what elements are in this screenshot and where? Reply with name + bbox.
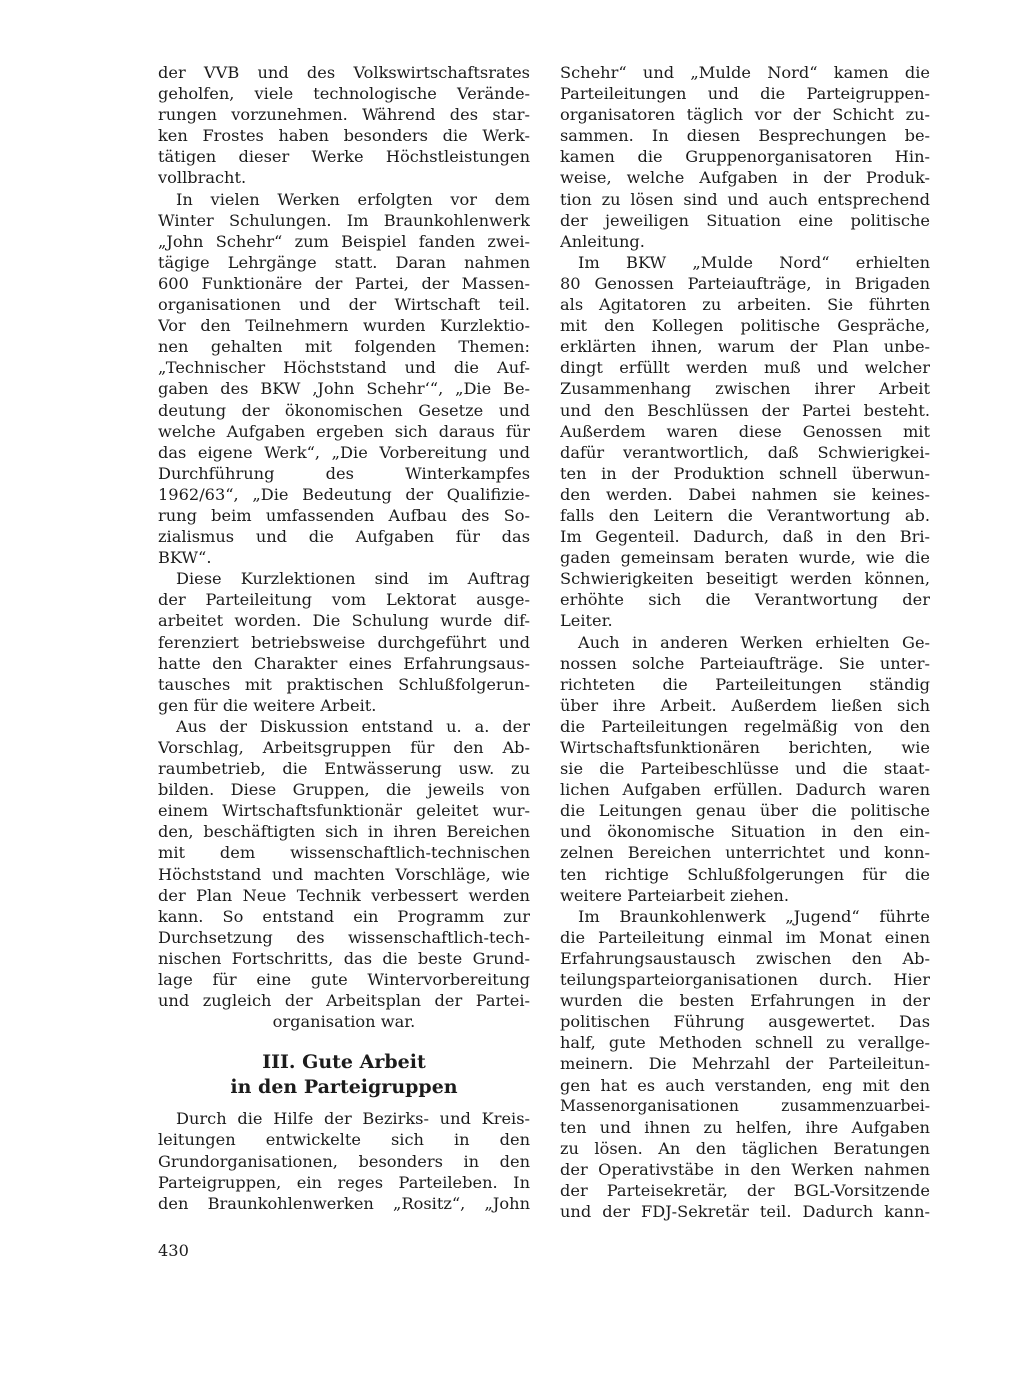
text-line: und zugleich der Arbeitsplan der Partei- xyxy=(158,991,530,1011)
text-line: den werden. Dabei nahmen sie keines- xyxy=(560,484,930,504)
text-line: organisation war. xyxy=(272,1012,416,1032)
text-line: der Parteileitung vom Lektorat ausge- xyxy=(158,590,530,610)
text-line: organisatoren täglich vor der Schicht zu- xyxy=(560,105,930,125)
text-line: lichen Aufgaben erfüllen. Dadurch waren xyxy=(560,780,930,800)
text-line: sammen. In diesen Besprechungen be- xyxy=(560,126,930,146)
text-line: weitere Parteiarbeit ziehen. xyxy=(560,885,789,905)
text-line: gen für die weitere Arbeit. xyxy=(158,695,377,715)
text-line: BKW“. xyxy=(158,548,212,568)
text-line: geholfen, viele technologische Verände- xyxy=(158,84,530,104)
paragraph xyxy=(560,906,930,1222)
text-line: den, beschäftigten sich in ihren Bereichen xyxy=(158,822,530,842)
text-line: Außerdem waren diese Genossen mit xyxy=(560,421,930,441)
text-line: organisationen und der Wirtschaft teil. xyxy=(158,295,530,315)
text-line: Leiter. xyxy=(560,611,613,631)
text-line: welche Aufgaben ergeben sich daraus für xyxy=(158,421,530,441)
paragraph xyxy=(560,632,930,906)
text-line: meinern. Die Mehrzahl der Parteileitun- xyxy=(560,1054,930,1074)
text-line: erhöhte sich die Verantwortung der xyxy=(560,590,930,610)
text-line: den Braunkohlenwerken „Rositz“, „John xyxy=(158,1193,530,1213)
text-line: dafür verantwortlich, daß Schwierigkei- xyxy=(560,442,930,462)
text-line: und den Beschlüssen der Partei besteht. xyxy=(560,400,930,420)
text-line: die Leitungen genau über die politische xyxy=(560,801,930,821)
text-line: 1962/63“, „Die Bedeutung der Qualifizie- xyxy=(158,484,530,504)
text-line: als Agitatoren zu arbeiten. Sie führten xyxy=(560,295,930,315)
text-line: nen gehalten mit folgenden Themen: xyxy=(158,337,530,357)
text-line: ferenziert betriebsweise durchgeführt und xyxy=(158,632,530,652)
text-line: Erfahrungsaustausch zwischen den Ab- xyxy=(560,948,930,968)
text-line: und ökonomische Situation in den ein- xyxy=(560,822,930,842)
text-line: über ihre Arbeit. Außerdem ließen sich xyxy=(560,695,930,715)
text-line: kann. So entstand ein Programm zur xyxy=(158,906,530,926)
text-line: Im BKW „Mulde Nord“ erhielten xyxy=(578,252,930,272)
text-line: und der FDJ-Sekretär teil. Dadurch kann- xyxy=(560,1202,930,1222)
text-line: Parteileitungen und die Parteigruppen- xyxy=(560,84,930,104)
text-line: Massenorganisationen zusammenzuarbei- xyxy=(560,1096,930,1115)
text-line: die Parteileitungen regelmäßig von den xyxy=(560,716,930,736)
text-line: zialismus und die Aufgaben für das xyxy=(158,527,530,547)
text-line: bilden. Diese Gruppen, die jeweils von xyxy=(158,780,530,800)
text-line: ten richtige Schlußfolgerungen für die xyxy=(560,864,930,884)
text-line: nischen Fortschritts, das die beste Grund- xyxy=(158,948,530,968)
text-line: der Plan Neue Technik verbessert werden xyxy=(158,885,530,905)
paragraph xyxy=(158,62,530,189)
text-line: einem Wirtschaftsfunktionär geleitet wur- xyxy=(158,801,530,821)
text-line: richteten die Parteileitungen ständig xyxy=(560,674,930,694)
text-line: tägige Lehrgänge statt. Daran nahmen xyxy=(158,252,530,272)
text-line: Im Gegenteil. Dadurch, daß in den Bri- xyxy=(560,527,930,547)
text-line: „Technischer Höchststand und die Auf- xyxy=(158,358,530,378)
text-line: rung beim umfassenden Aufbau des So- xyxy=(158,505,530,525)
text-line: Diese Kurzlektionen sind im Auftrag xyxy=(176,569,530,589)
text-line: 80 Genossen Parteiaufträge, in Brigaden xyxy=(560,273,930,293)
text-line: Aus der Diskussion entstand u. a. der xyxy=(176,716,530,736)
text-line: erklärten ihnen, warum der Plan unbe- xyxy=(560,337,930,357)
text-line: kamen die Gruppenorganisatoren Hin- xyxy=(560,147,930,167)
text-line: „John Schehr“ zum Beispiel fanden zwei- xyxy=(158,231,530,251)
text-line: ten und ihnen zu helfen, ihre Aufgaben xyxy=(560,1117,930,1137)
text-line: Höchststand und machten Vorschläge, wie xyxy=(158,864,530,884)
text-line: zelnen Bereichen unterrichtet und konn- xyxy=(560,843,930,863)
text-line: mit den Kollegen politische Gespräche, xyxy=(560,316,930,336)
text-line: der Operativstäbe in den Werken nahmen xyxy=(560,1159,930,1179)
heading-line: III. Gute Arbeit xyxy=(262,1051,426,1074)
text-line: falls den Leitern die Verantwortung ab. xyxy=(560,505,930,525)
text-line: arbeitet worden. Die Schulung wurde dif- xyxy=(158,611,530,631)
text-line: gaben des BKW ‚John Schehr‘“, „Die Be- xyxy=(158,379,530,399)
paragraph xyxy=(158,568,530,716)
text-line: die Parteileitung einmal im Monat einen xyxy=(560,927,930,947)
text-line: Vor den Teilnehmern wurden Kurzlektio- xyxy=(158,316,530,336)
text-line: In vielen Werken erfolgten vor dem xyxy=(176,189,530,209)
text-line: Auch in anderen Werken erhielten Ge- xyxy=(578,632,930,652)
text-line: gaden gemeinsam beraten wurde, wie die xyxy=(560,548,930,568)
text-line: ken Frostes haben besonders die Werk- xyxy=(158,126,530,146)
text-line: tion zu lösen sind und auch entsprechend xyxy=(560,189,930,209)
text-line: Zusammenhang zwischen ihrer Arbeit xyxy=(560,379,930,399)
text-line: Wirtschaftsfunktionären berichten, wie xyxy=(560,738,930,757)
right-column xyxy=(560,62,930,1222)
text-line: 600 Funktionäre der Partei, der Massen- xyxy=(158,273,530,293)
text-line: lage für eine gute Wintervorbereitung xyxy=(158,970,530,990)
text-line: Durch die Hilfe der Bezirks- und Kreis- xyxy=(176,1109,530,1129)
section-heading xyxy=(158,1050,530,1100)
text-line: der Parteisekretär, der BGL-Vorsitzende xyxy=(560,1180,930,1200)
text-line: Vorschlag, Arbeitsgruppen für den Ab- xyxy=(158,738,530,757)
text-line: politischen Führung ausgewertet. Das xyxy=(560,1012,930,1032)
text-line: gen hat es auch verstanden, eng mit den xyxy=(560,1075,930,1095)
text-line: tätigen dieser Werke Höchstleistungen xyxy=(158,147,530,167)
text-line: mit dem wissenschaftlich-technischen xyxy=(158,843,530,863)
text-line: zu lösen. An den täglichen Beratungen xyxy=(560,1138,930,1158)
text-line: leitungen entwickelte sich in den xyxy=(158,1130,530,1150)
text-line: wurden die besten Erfahrungen in der xyxy=(560,991,930,1011)
text-line: Schwierigkeiten beseitigt werden können, xyxy=(560,569,930,589)
paragraph xyxy=(560,62,930,252)
text-line: sie die Parteibeschlüsse und die staat- xyxy=(560,759,930,779)
text-line: Im Braunkohlenwerk „Jugend“ führte xyxy=(578,906,930,926)
text-line: Durchführung des Winterkampfes xyxy=(158,463,530,483)
text-line: tausches mit praktischen Schlußfolgerun- xyxy=(158,674,530,694)
left-column xyxy=(158,62,530,1214)
text-line: der jeweiligen Situation eine politische xyxy=(560,210,930,230)
text-line: das eigene Werk“, „Die Vorbereitung und xyxy=(158,442,530,462)
page-number: 430 xyxy=(158,1241,189,1260)
text-line: raumbetrieb, die Entwässerung usw. zu xyxy=(158,759,530,779)
text-line: rungen vorzunehmen. Während des star- xyxy=(158,105,530,125)
text-line: half, gute Methoden schnell zu verallge- xyxy=(560,1033,930,1053)
text-line: Winter Schulungen. Im Braunkohlenwerk xyxy=(158,210,530,230)
text-line: dingt erfüllt werden muß und welcher xyxy=(560,358,930,378)
text-line: Anleitung. xyxy=(560,231,645,251)
heading-line: in den Parteigruppen xyxy=(230,1076,458,1099)
paragraph xyxy=(158,1108,530,1213)
text-line: Schehr“ und „Mulde Nord“ kamen die xyxy=(560,63,930,82)
text-line: vollbracht. xyxy=(158,168,247,188)
text-line: nossen solche Parteiaufträge. Sie unter- xyxy=(560,653,930,673)
text-line: teilungsparteiorganisationen durch. Hier xyxy=(560,970,930,990)
text-line: deutung der ökonomischen Gesetze und xyxy=(158,400,530,420)
text-line: ten in der Produktion schnell überwun- xyxy=(560,463,930,483)
paragraph xyxy=(560,252,930,632)
paragraph xyxy=(158,716,530,1032)
text-line: Grundorganisationen, besonders in den xyxy=(158,1151,530,1171)
text-line: Durchsetzung des wissenschaftlich-tech- xyxy=(158,927,530,947)
text-line: hatte den Charakter eines Erfahrungsaus- xyxy=(158,653,530,673)
text-line: der VVB und des Volkswirtschaftsrates xyxy=(158,63,530,82)
paragraph xyxy=(158,189,530,569)
text-line: weise, welche Aufgaben in der Produk- xyxy=(560,168,930,188)
text-line: Parteigruppen, ein reges Parteileben. In xyxy=(158,1172,530,1192)
